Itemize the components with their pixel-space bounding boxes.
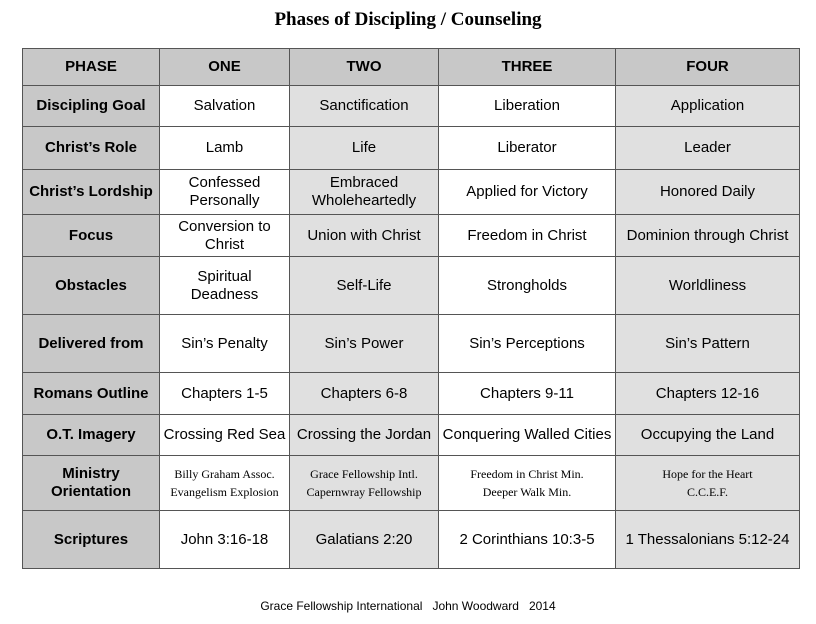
- page-title: Phases of Discipling / Counseling: [274, 9, 542, 30]
- cell: Crossing Red Sea: [160, 415, 290, 456]
- cell: Conversion to Christ: [160, 215, 290, 257]
- cell-line: Grace Fellowship Intl.: [310, 467, 418, 481]
- row-label-obstacles: Obstacles: [23, 257, 160, 315]
- cell: Galatians 2:20: [290, 511, 439, 569]
- row-label-christs-role: Christ’s Role: [23, 127, 160, 170]
- cell: Lamb: [160, 127, 290, 170]
- cell: Union with Christ: [290, 215, 439, 257]
- cell: Applied for Victory: [439, 170, 616, 215]
- table-row: [23, 415, 800, 456]
- table-row: [23, 170, 800, 215]
- cell-line: Freedom in Christ Min.: [470, 467, 584, 481]
- cell: Life: [290, 127, 439, 170]
- row-label-romans-outline: Romans Outline: [23, 373, 160, 415]
- cell: Embraced Wholeheartedly: [290, 170, 439, 215]
- cell: Confessed Personally: [160, 170, 290, 215]
- row-label-scriptures: Scriptures: [23, 511, 160, 569]
- cell: Liberation: [439, 86, 616, 127]
- cell-line: C.C.E.F.: [686, 485, 729, 499]
- table-row: [23, 257, 800, 315]
- cell: Strongholds: [439, 257, 616, 315]
- cell: Sin’s Perceptions: [439, 315, 616, 373]
- cell: Chapters 6-8: [290, 373, 439, 415]
- row-label-ot-imagery: O.T. Imagery: [23, 415, 160, 456]
- row-label-discipling-goal: Discipling Goal: [23, 86, 160, 127]
- table-row: [23, 86, 800, 127]
- phases-table: [22, 48, 800, 569]
- cell: Leader: [616, 127, 800, 170]
- footer-year: 2014: [528, 599, 556, 613]
- cell: John 3:16-18: [160, 511, 290, 569]
- cell: [616, 456, 800, 511]
- row-label-ministry-orientation: Ministry Orientation: [23, 456, 160, 511]
- cell: Salvation: [160, 86, 290, 127]
- cell: Sanctification: [290, 86, 439, 127]
- footer: [0, 599, 816, 613]
- footer-org: Grace Fellowship International: [260, 599, 423, 613]
- cell: Conquering Walled Cities: [439, 415, 616, 456]
- header-three: THREE: [439, 49, 616, 86]
- cell-line: Billy Graham Assoc.: [174, 467, 275, 481]
- cell: Dominion through Christ: [616, 215, 800, 257]
- header-phase: PHASE: [23, 49, 160, 86]
- cell: Chapters 12-16: [616, 373, 800, 415]
- cell-line: Evangelism Explosion: [170, 485, 279, 499]
- cell: Sin’s Penalty: [160, 315, 290, 373]
- header-row: [23, 49, 800, 86]
- footer-author: John Woodward: [432, 599, 519, 613]
- cell: [290, 456, 439, 511]
- cell: Self-Life: [290, 257, 439, 315]
- table-row: [23, 373, 800, 415]
- cell-line: Capernwray Fellowship: [306, 485, 422, 499]
- cell: Sin’s Pattern: [616, 315, 800, 373]
- cell: Chapters 9-11: [439, 373, 616, 415]
- table-row: [23, 511, 800, 569]
- table-row: [23, 456, 800, 511]
- cell-line: Deeper Walk Min.: [482, 485, 572, 499]
- header-one: ONE: [160, 49, 290, 86]
- table-row: [23, 315, 800, 373]
- cell: Honored Daily: [616, 170, 800, 215]
- cell: [160, 456, 290, 511]
- table-row: [23, 215, 800, 257]
- cell: Chapters 1-5: [160, 373, 290, 415]
- cell: [439, 456, 616, 511]
- cell-line: Hope for the Heart: [662, 467, 753, 481]
- cell: Worldliness: [616, 257, 800, 315]
- cell: Liberator: [439, 127, 616, 170]
- cell: Spiritual Deadness: [160, 257, 290, 315]
- cell: Application: [616, 86, 800, 127]
- row-label-delivered-from: Delivered from: [23, 315, 160, 373]
- table-row: [23, 127, 800, 170]
- cell: Occupying the Land: [616, 415, 800, 456]
- cell: 1 Thessalonians 5:12-24: [616, 511, 800, 569]
- header-two: TWO: [290, 49, 439, 86]
- cell: 2 Corinthians 10:3-5: [439, 511, 616, 569]
- header-four: FOUR: [616, 49, 800, 86]
- row-label-focus: Focus: [23, 215, 160, 257]
- row-label-christs-lordship: Christ’s Lordship: [23, 170, 160, 215]
- cell: Freedom in Christ: [439, 215, 616, 257]
- cell: Crossing the Jordan: [290, 415, 439, 456]
- cell: Sin’s Power: [290, 315, 439, 373]
